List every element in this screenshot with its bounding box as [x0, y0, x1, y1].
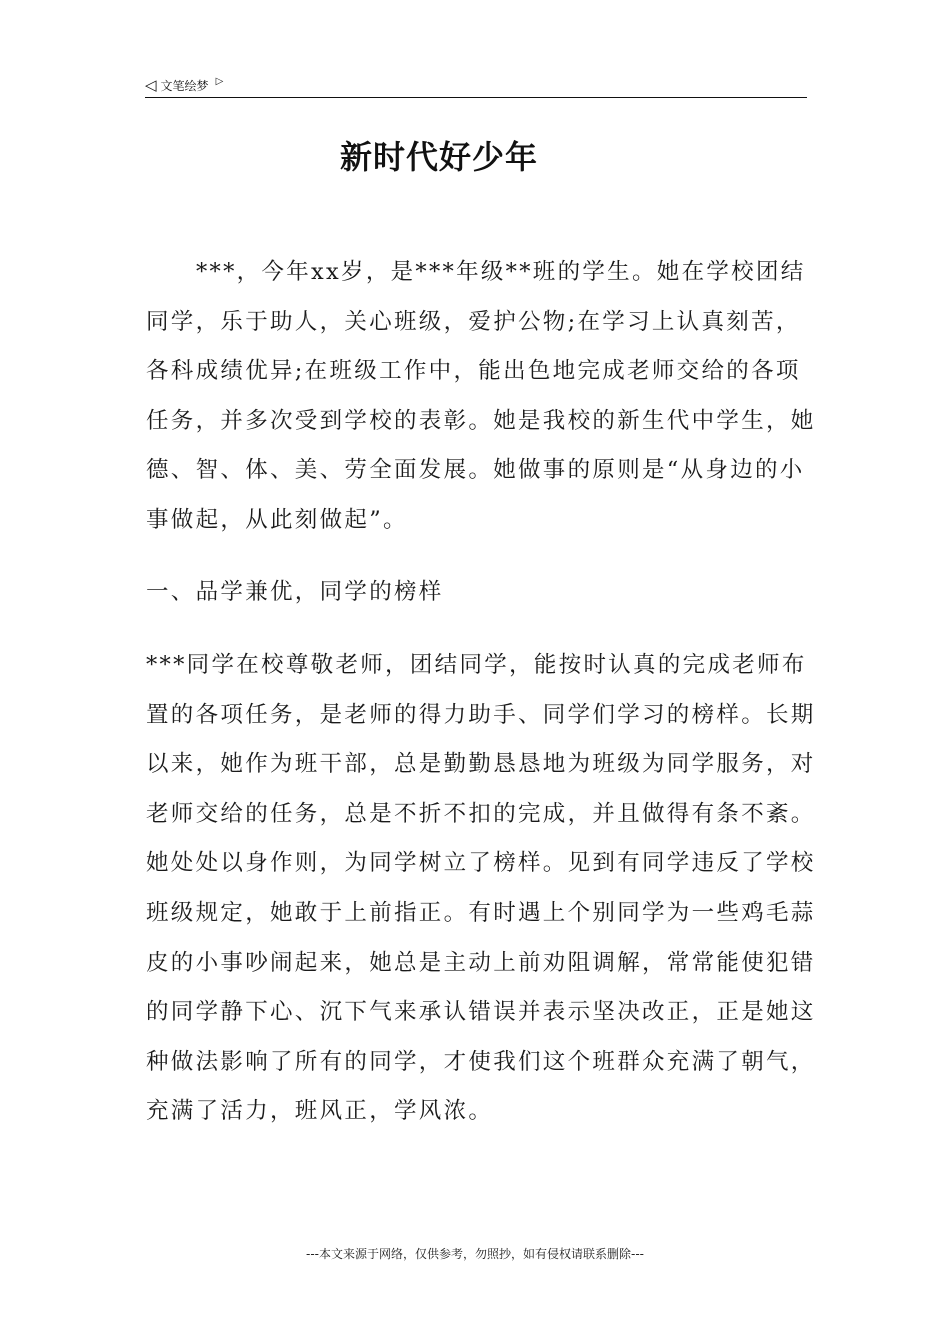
triangle-left-icon: ◁	[145, 76, 157, 94]
footer-disclaimer: ---本文来源于网络，仅供参考，勿照抄，如有侵权请联系删除---	[306, 1247, 644, 1261]
section-heading: 一、品学兼优，同学的榜样	[146, 579, 444, 605]
triangle-right-icon: ▷	[215, 75, 224, 87]
page-header	[145, 74, 807, 96]
header-text: 文笔绘梦	[160, 78, 209, 93]
body-paragraph: ***同学在校尊敬老师，团结同学，能按时认真的完成老师布置的各项任务，是老师的得力助手、同学们学习的榜样。长期以来，她作为班干部，总是勤勤恳恳地为班级为同学服务，对老师交给的任务，总是不折不扣的完成，并且做得有条不紊。她处处以身作则，为同学树立了榜样。见到有同学违反了学校班级规定，她敢于上前指正。有时遇上个别同学为一些鸡毛蒜皮的小事吵闹起来，她总是主动上前劝阻调解，常常能使犯错的同学静下心、沉下气来承认错误并表示坚决改正，正是她这种做法影响了所有的同学，才使我们这个班群众充满了朝气，充满了活力，班风正，学风浓。	[146, 652, 816, 1125]
document-title: 新时代好少年	[339, 138, 538, 176]
intro-paragraph: ***，今年xx岁，是***年级**班的学生。她在学校团结同学，乐于助人，关心班级，爱护公物;在学习上认真刻苦，各科成绩优异;在班级工作中，能出色地完成老师交给的各项任务，并多次受到学校的表彰。她是我校的新生代中学生，她德、智、体、美、劳全面发展。她做事的原则是“从身边的小事做起，从此刻做起”。	[146, 259, 816, 533]
header-rule	[145, 97, 807, 98]
